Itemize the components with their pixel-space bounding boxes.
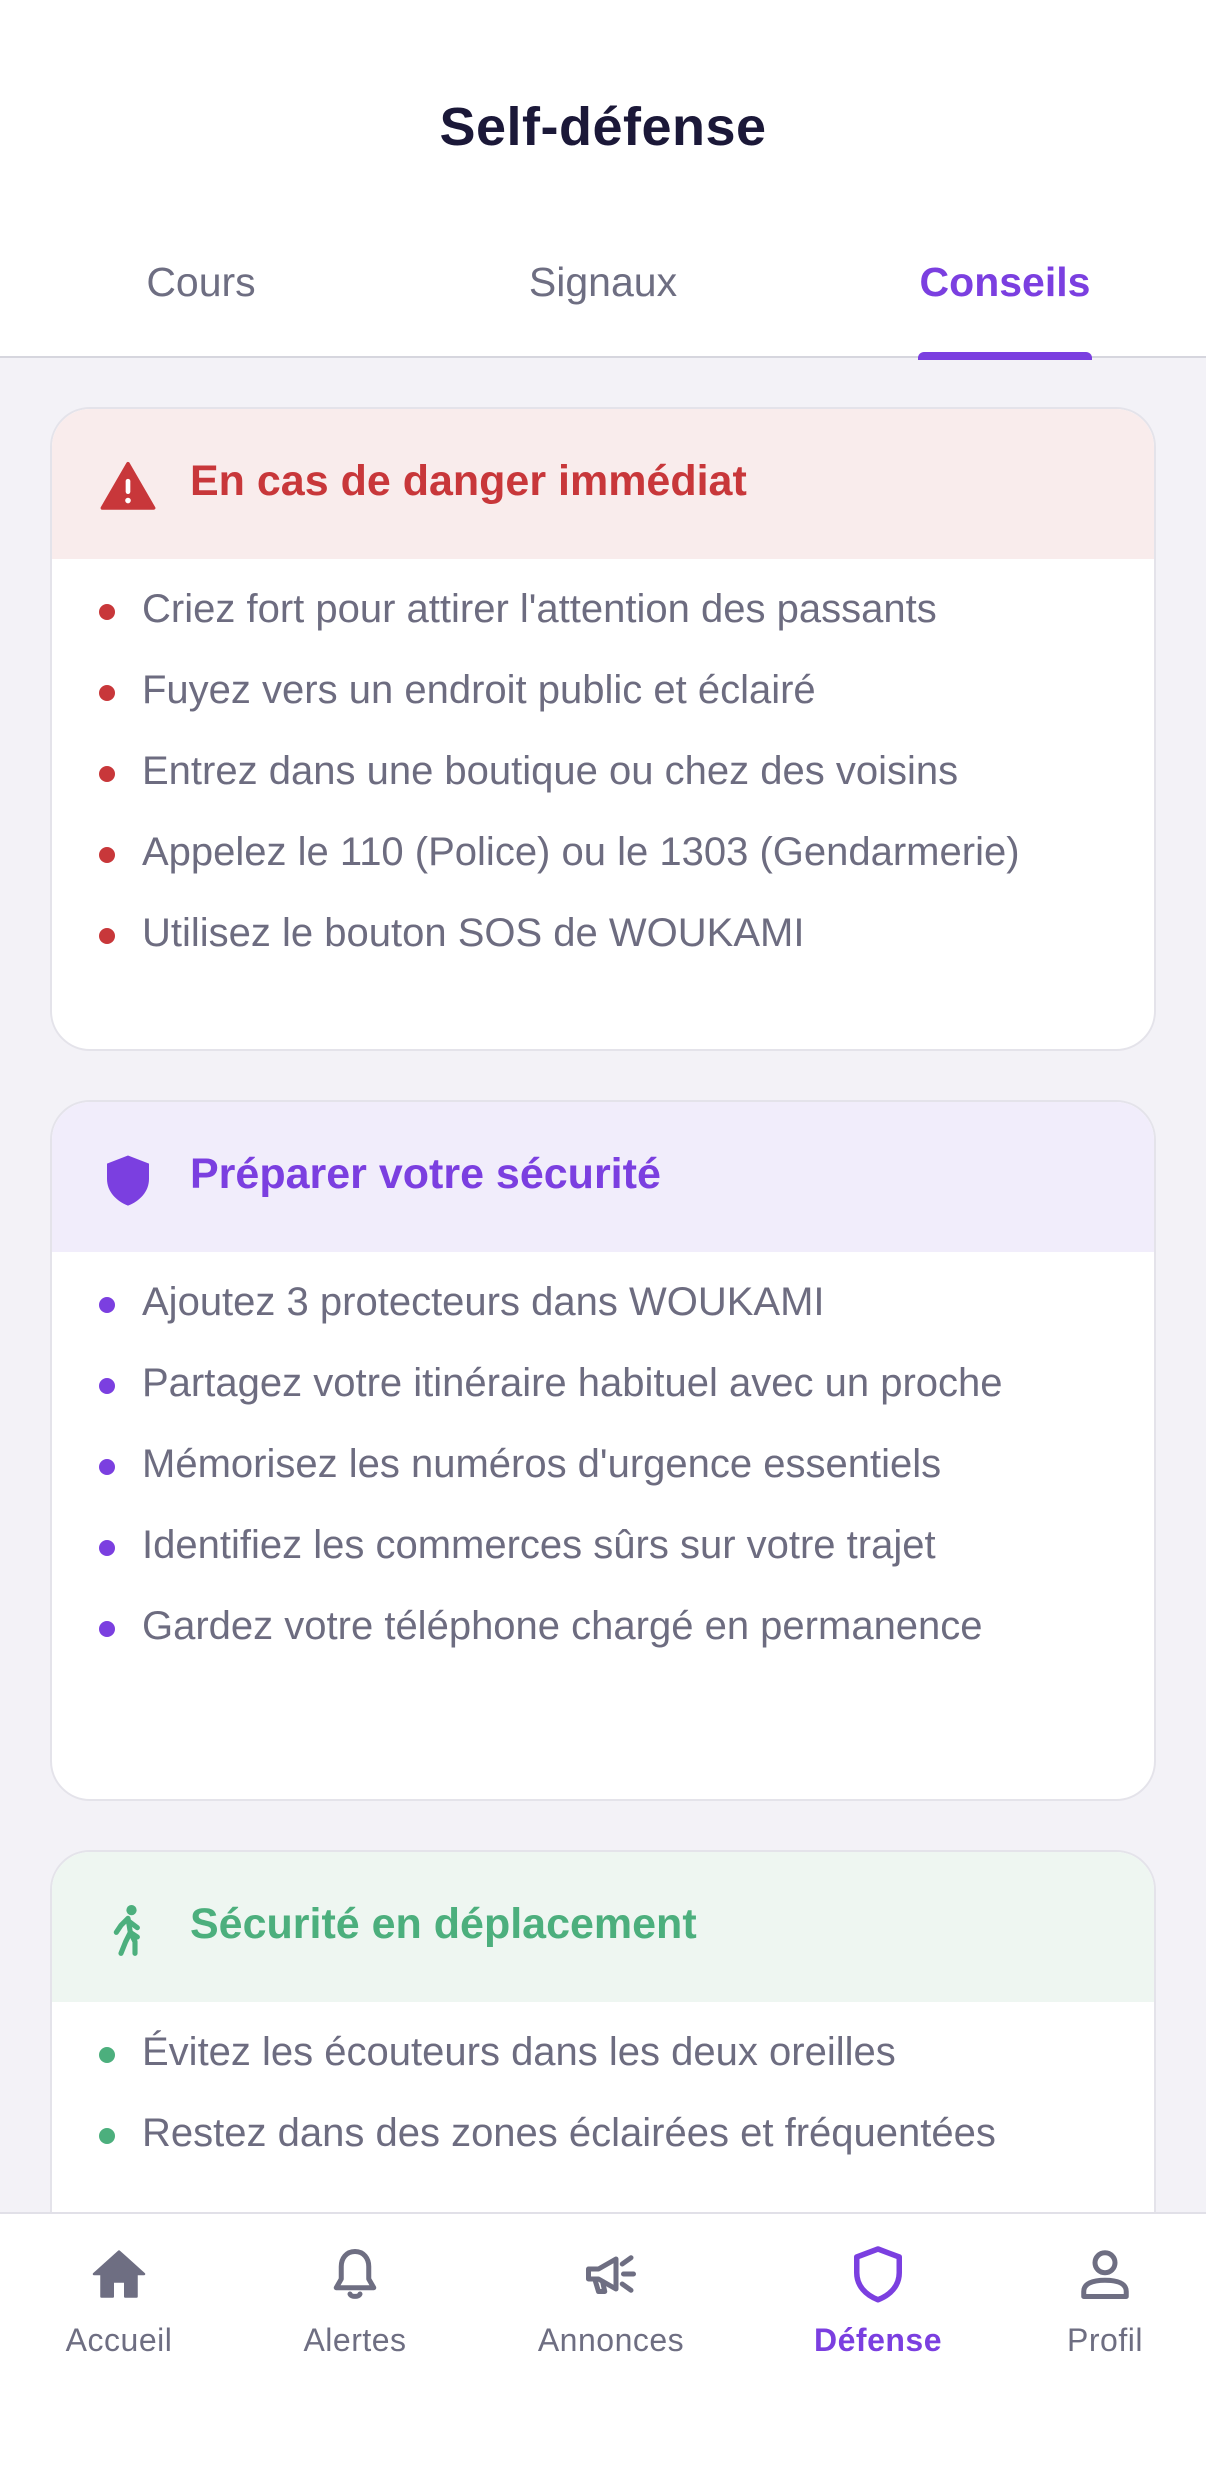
tips-content[interactable]	[0, 360, 1206, 2212]
list-item: Fuyez vers un endroit public et éclairé	[142, 662, 1114, 719]
travel-card	[50, 1850, 1156, 2212]
active-tab-indicator	[918, 352, 1092, 360]
bullet	[99, 1297, 115, 1313]
tab-bar	[0, 250, 1206, 358]
bullet	[99, 2128, 115, 2144]
user-icon	[1075, 2244, 1135, 2304]
nav-alertes[interactable]	[245, 2244, 465, 2374]
bullet	[99, 1621, 115, 1637]
warning-icon	[100, 459, 156, 515]
list-item: Ajoutez 3 protecteurs dans WOUKAMI	[142, 1274, 1114, 1331]
bullet	[99, 1459, 115, 1475]
megaphone-icon	[581, 2244, 641, 2304]
list-item: Identifiez les commerces sûrs sur votre trajet	[142, 1517, 1114, 1574]
nav-profil[interactable]	[995, 2244, 1206, 2374]
bottom-navigation	[0, 2212, 1206, 2481]
tips-list	[52, 2002, 1154, 2162]
tips-list	[52, 559, 1154, 962]
nav-label: Alertes	[303, 2322, 407, 2358]
nav-defense[interactable]	[768, 2244, 988, 2374]
card-header	[52, 1852, 1154, 2002]
bell-icon	[325, 2244, 385, 2304]
tab-signaux[interactable]	[490, 250, 716, 358]
tab-cours[interactable]	[88, 250, 314, 358]
page-title: Self-défense	[439, 97, 767, 157]
list-item: Entrez dans une boutique ou chez des voisins	[142, 743, 1114, 800]
card-title: Sécurité en déplacement	[190, 1900, 697, 1948]
nav-label: Défense	[814, 2322, 942, 2358]
home-icon	[89, 2244, 149, 2304]
bullet	[99, 685, 115, 701]
card-header	[52, 1102, 1154, 1252]
nav-label: Annonces	[537, 2322, 685, 2358]
bullet	[99, 2047, 115, 2063]
bullet	[99, 1378, 115, 1394]
list-item: Mémorisez les numéros d'urgence essentiels	[142, 1436, 1114, 1493]
list-item: Gardez votre téléphone chargé en permanence	[142, 1598, 1114, 1655]
list-item: Restez dans des zones éclairées et fréquentées	[142, 2105, 1114, 2162]
shield-icon	[848, 2244, 908, 2304]
list-item: Utilisez le bouton SOS de WOUKAMI	[142, 905, 1114, 962]
shield-icon	[100, 1152, 156, 1208]
tab-label: Conseils	[919, 259, 1091, 305]
tab-conseils[interactable]	[918, 250, 1092, 358]
list-item: Appelez le 110 (Police) ou le 1303 (Gendarmerie)	[142, 824, 1114, 881]
app-header	[0, 0, 1206, 358]
bullet	[99, 604, 115, 620]
prepare-card	[50, 1100, 1156, 1801]
tab-label: Cours	[146, 259, 256, 305]
danger-card	[50, 407, 1156, 1051]
bullet	[99, 847, 115, 863]
nav-accueil[interactable]	[9, 2244, 229, 2374]
bullet	[99, 928, 115, 944]
tab-label: Signaux	[528, 259, 678, 305]
card-title: Préparer votre sécurité	[190, 1150, 661, 1198]
card-header	[52, 409, 1154, 559]
list-item: Criez fort pour attirer l'attention des passants	[142, 581, 1114, 638]
bullet	[99, 1540, 115, 1556]
list-item: Évitez les écouteurs dans les deux oreilles	[142, 2024, 1114, 2081]
walking-icon	[100, 1902, 156, 1958]
tips-list	[52, 1252, 1154, 1655]
nav-annonces[interactable]	[501, 2244, 721, 2374]
bullet	[99, 766, 115, 782]
nav-label: Accueil	[65, 2322, 173, 2358]
list-item: Partagez votre itinéraire habituel avec un proche	[142, 1355, 1114, 1412]
card-title: En cas de danger immédiat	[190, 457, 747, 505]
nav-label: Profil	[1067, 2322, 1143, 2358]
